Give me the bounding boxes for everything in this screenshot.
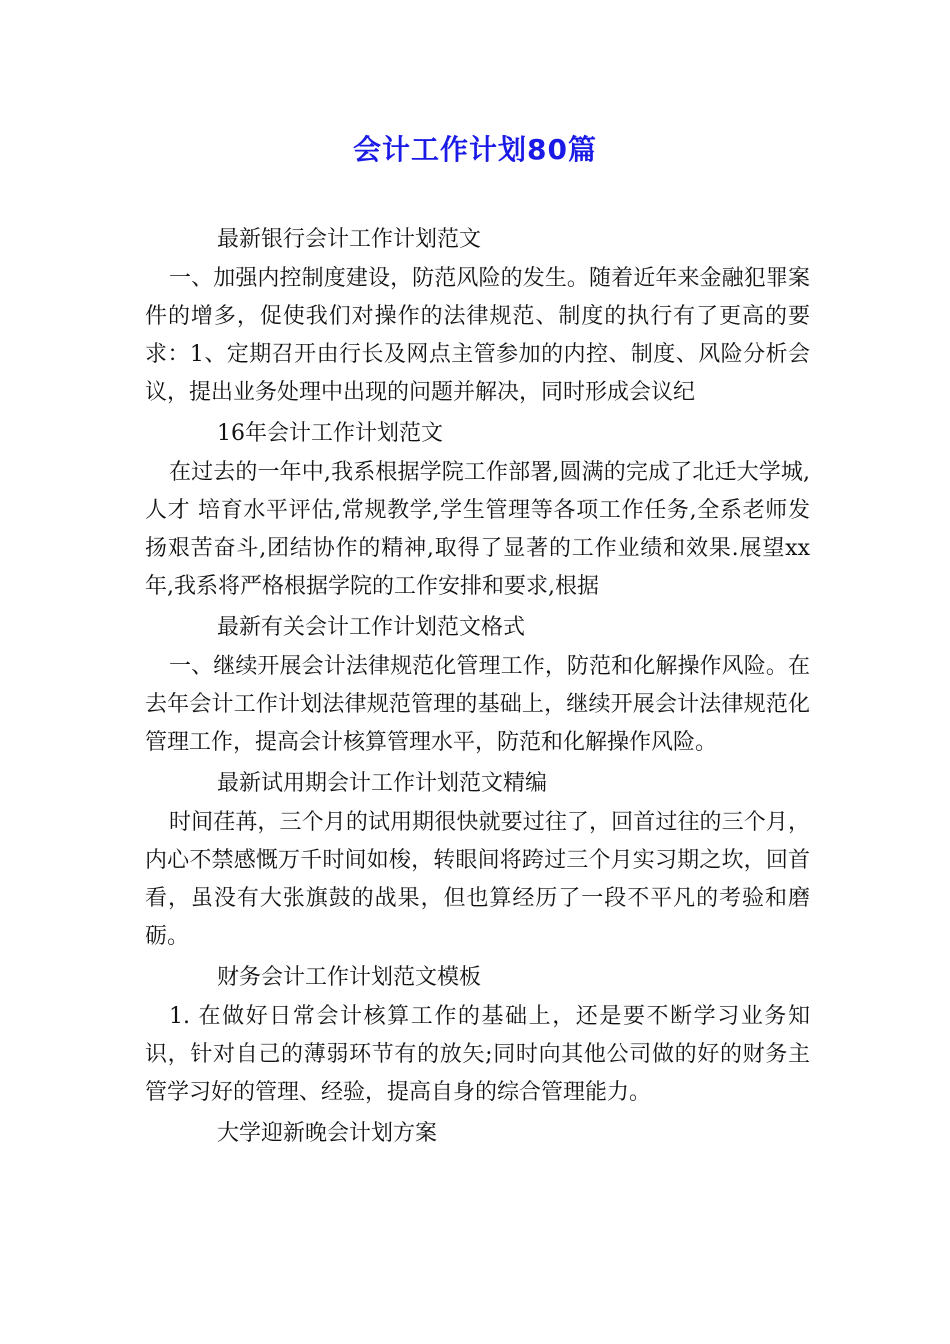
section-1 — [145, 220, 810, 412]
document-body — [145, 220, 810, 1154]
section-6 — [145, 1114, 810, 1154]
section-4 — [145, 764, 810, 956]
section-paragraph: 在过去的一年中,我系根据学院工作部署,圆满的完成了北迁大学城, 人才 培育水平评估,常规教学,学生管理等各项工作任务,全系老师发扬艰苦奋斗,团结协作的精神,取得了显著的工作业绩和效果.展望xx年,我系将严格根据学院的工作安排和要求,根据 — [145, 460, 810, 599]
section-heading: 16年会计工作计划范文 — [217, 421, 443, 446]
section-heading: 最新有关会计工作计划范文格式 — [217, 615, 526, 640]
section-3 — [145, 608, 810, 762]
section-paragraph: 一、加强内控制度建设，防范风险的发生。随着近年来金融犯罪案件的增多，促使我们对操作的法律规范、制度的执行有了更高的要求：1、定期召开由行长及网点主管参加的内控、制度、风险分析会议，提出业务处理中出现的问题并解决，同时形成会议纪 — [145, 266, 810, 405]
section-paragraph: 1. 在做好日常会计核算工作的基础上，还是要不断学习业务知识，针对自己的薄弱环节有的放矢;同时向其他公司做的好的财务主管学习好的管理、经验，提高自身的综合管理能力。 — [145, 1004, 810, 1105]
section-paragraph: 时间荏苒，三个月的试用期很快就要过往了，回首过往的三个月，内心不禁感慨万千时间如梭，转眼间将跨过三个月实习期之坎，回首看，虽没有大张旗鼓的战果，但也算经历了一段不平凡的考验和磨砺。 — [145, 810, 810, 949]
section-5 — [145, 958, 810, 1112]
document-title: 会计工作计划80篇 — [353, 133, 597, 166]
section-paragraph: 一、继续开展会计法律规范化管理工作，防范和化解操作风险。在去年会计工作计划法律规范管理的基础上，继续开展会计法律规范化管理工作，提高会计核算管理水平，防范和化解操作风险。 — [145, 654, 810, 755]
section-heading: 最新试用期会计工作计划范文精编 — [217, 771, 548, 796]
section-heading: 财务会计工作计划范文模板 — [217, 965, 482, 990]
section-2 — [145, 414, 810, 606]
section-heading: 大学迎新晚会计划方案 — [217, 1121, 438, 1146]
section-heading: 最新银行会计工作计划范文 — [217, 227, 482, 252]
